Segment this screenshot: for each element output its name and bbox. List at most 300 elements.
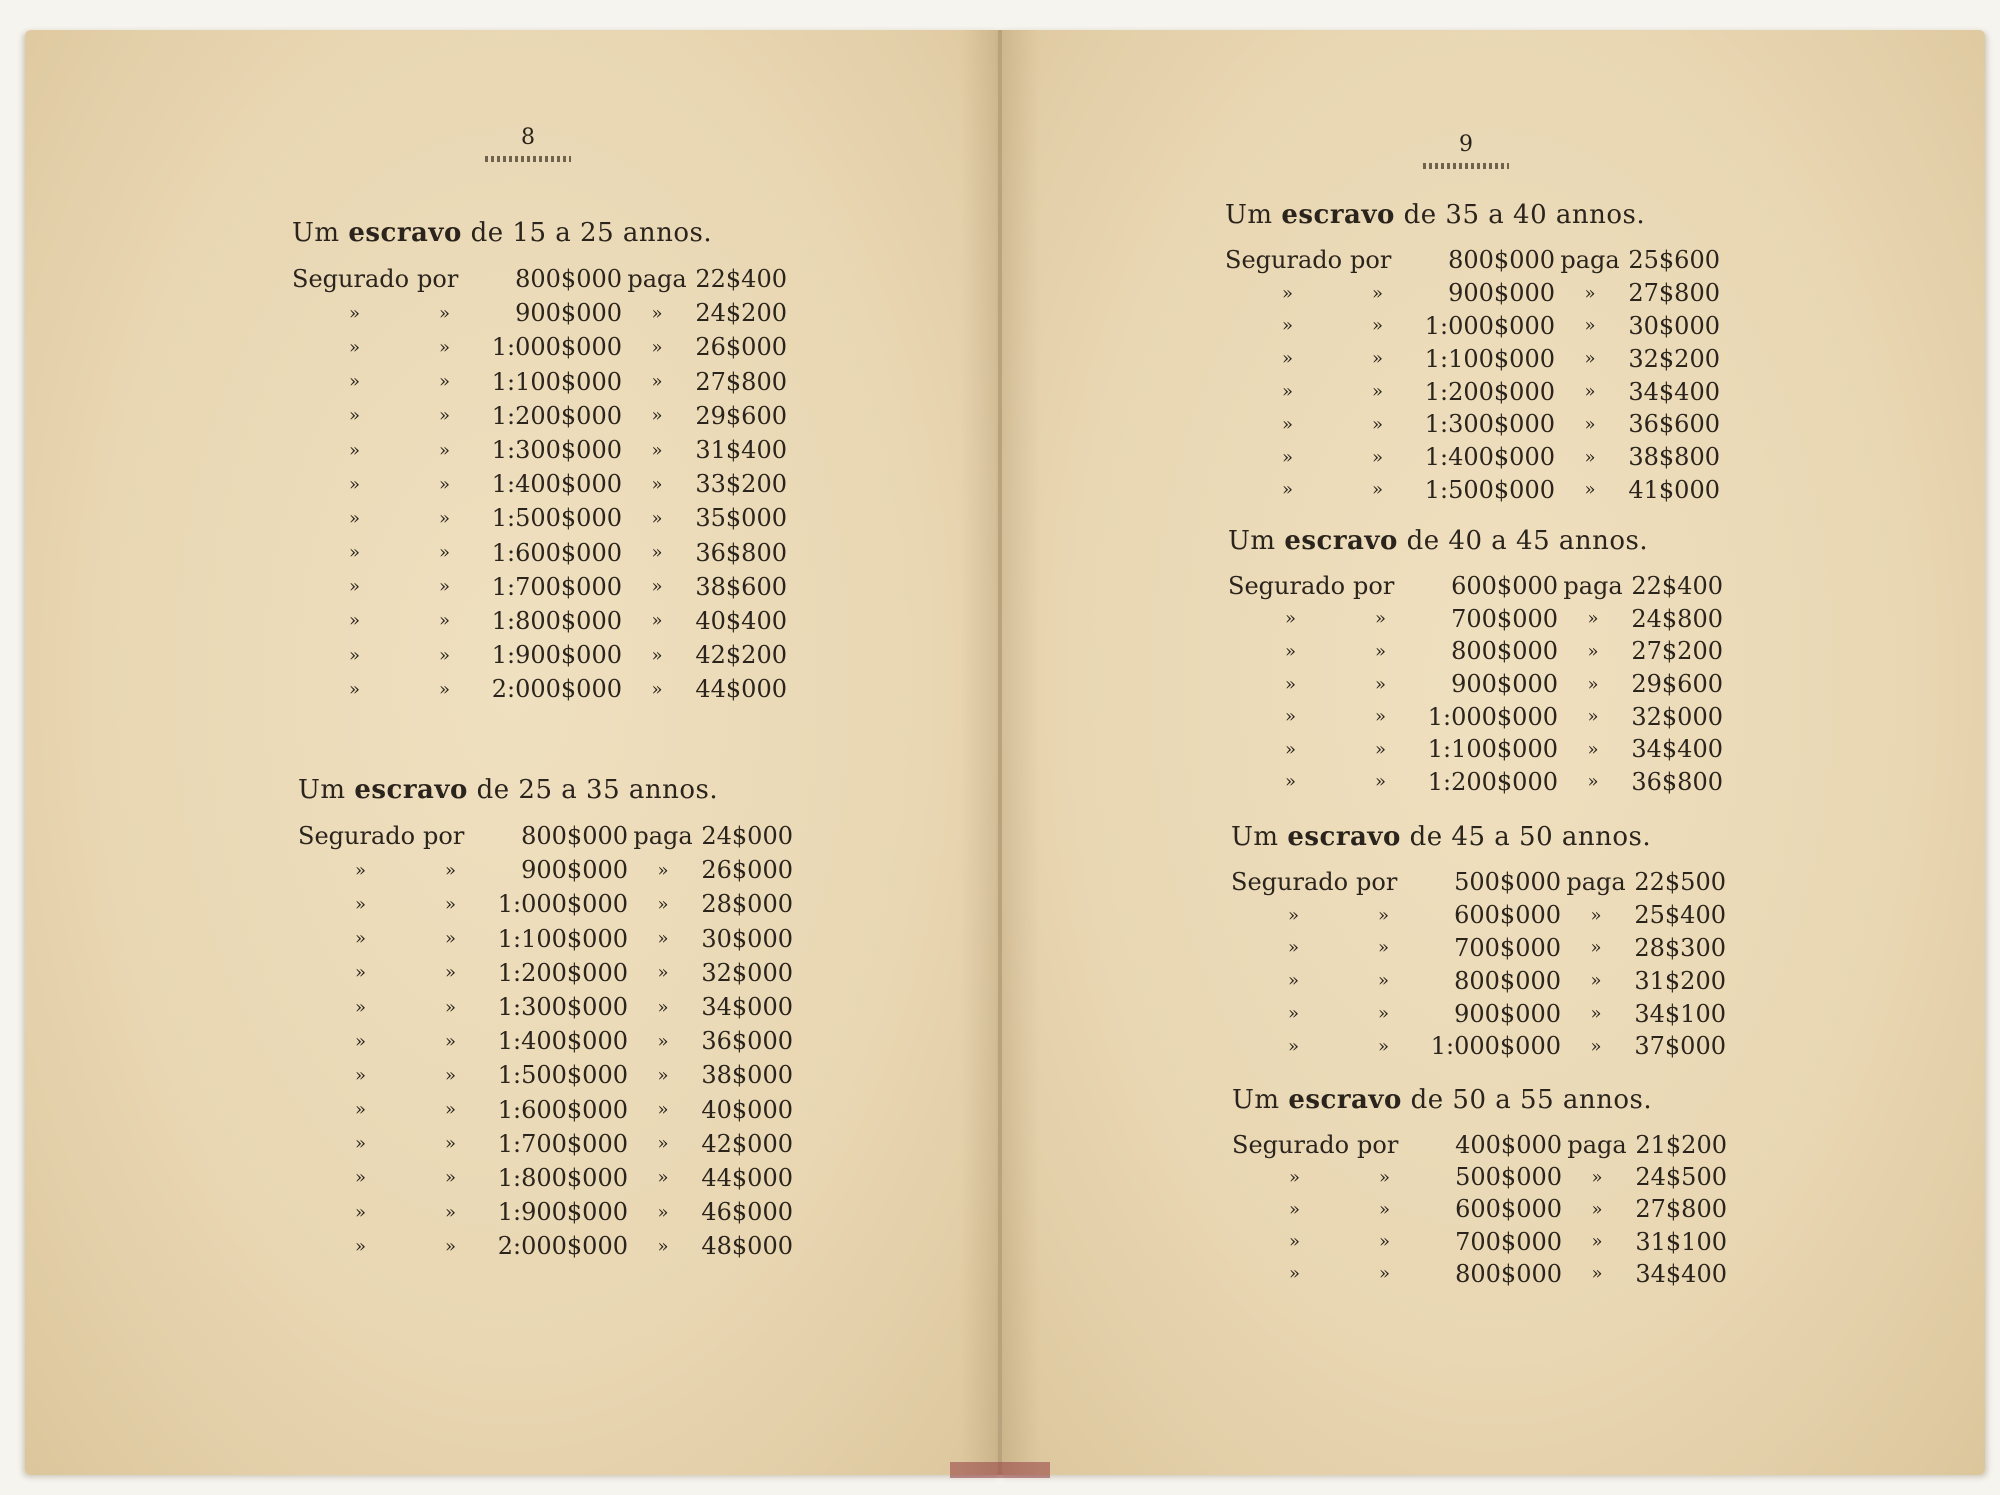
table-row xyxy=(292,467,787,501)
rate-table xyxy=(1232,1129,1727,1290)
insured-amount: 1:200$000 xyxy=(491,401,622,430)
row-label: » xyxy=(1288,1231,1300,1253)
row-preposition: » xyxy=(1374,640,1386,662)
insured-amount: 1:600$000 xyxy=(491,538,622,567)
section-heading xyxy=(292,218,787,248)
heading-bold-word: escravo xyxy=(1284,526,1398,556)
row-preposition: » xyxy=(1371,413,1383,435)
insured-amount: 1:300$000 xyxy=(1424,410,1555,439)
row-verb: » xyxy=(651,507,663,529)
rate-table xyxy=(1231,866,1726,1063)
table-row xyxy=(1228,668,1723,701)
row-label: » xyxy=(354,996,366,1018)
premium-amount: 25$600 xyxy=(1628,246,1720,275)
insured-amount: 600$000 xyxy=(1455,1195,1562,1224)
insured-amount: 600$000 xyxy=(1454,901,1561,930)
table-row xyxy=(292,262,787,296)
table-row xyxy=(298,819,793,853)
premium-amount: 27$200 xyxy=(1631,637,1723,666)
insured-amount: 1:800$000 xyxy=(497,1163,628,1192)
row-verb: » xyxy=(1584,381,1596,403)
row-verb: » xyxy=(651,336,663,358)
row-preposition: » xyxy=(1377,1003,1389,1025)
row-label: » xyxy=(354,1235,366,1257)
row-verb: » xyxy=(651,644,663,666)
heading-prefix: Um xyxy=(1228,526,1285,556)
table-row xyxy=(298,956,793,990)
row-label: » xyxy=(1281,315,1293,337)
premium-amount: 29$600 xyxy=(695,401,787,430)
table-row xyxy=(1225,375,1720,408)
premium-amount: 34$100 xyxy=(1634,999,1726,1028)
row-verb: » xyxy=(1590,1035,1602,1057)
insured-amount: 1:000$000 xyxy=(1424,311,1555,340)
heading-suffix: de 15 a 25 annos. xyxy=(461,218,713,248)
row-label: » xyxy=(354,1099,366,1121)
rate-table xyxy=(1228,570,1723,798)
row-preposition: » xyxy=(444,996,456,1018)
row-label: » xyxy=(1287,970,1299,992)
rate-section xyxy=(292,218,787,706)
row-verb: » xyxy=(651,542,663,564)
table-row xyxy=(1232,1193,1727,1225)
insured-amount: 600$000 xyxy=(1451,572,1558,601)
rate-section xyxy=(1232,1085,1727,1290)
row-preposition: por xyxy=(417,265,459,294)
row-verb: » xyxy=(651,678,663,700)
premium-amount: 29$600 xyxy=(1631,670,1723,699)
row-label: » xyxy=(1281,348,1293,370)
section-heading xyxy=(1228,526,1723,556)
row-preposition: » xyxy=(1378,1263,1390,1285)
row-verb: » xyxy=(1584,348,1596,370)
row-label: » xyxy=(348,336,360,358)
table-row xyxy=(298,1195,793,1229)
insured-amount: 1:300$000 xyxy=(491,436,622,465)
insured-amount: 1:500$000 xyxy=(1424,475,1555,504)
row-label: Segurado xyxy=(1232,1131,1350,1160)
heading-bold-word: escravo xyxy=(1287,822,1401,852)
premium-amount: 26$000 xyxy=(701,856,793,885)
heading-bold-word: escravo xyxy=(1281,200,1395,230)
row-label: » xyxy=(354,859,366,881)
row-verb: » xyxy=(1591,1166,1603,1188)
row-label: » xyxy=(1287,1035,1299,1057)
heading-prefix: Um xyxy=(298,775,355,805)
premium-amount: 33$200 xyxy=(695,470,787,499)
premium-amount: 31$200 xyxy=(1634,966,1726,995)
heading-suffix: de 45 a 50 annos. xyxy=(1400,822,1652,852)
row-verb: paga xyxy=(1566,868,1626,897)
premium-amount: 36$800 xyxy=(1631,767,1723,796)
insured-amount: 1:500$000 xyxy=(497,1061,628,1090)
table-row xyxy=(292,604,787,638)
insured-amount: 700$000 xyxy=(1455,1227,1562,1256)
row-preposition: » xyxy=(1371,282,1383,304)
insured-amount: 1:100$000 xyxy=(491,367,622,396)
row-preposition: » xyxy=(1374,738,1386,760)
table-row xyxy=(1232,1161,1727,1193)
row-preposition: » xyxy=(444,1235,456,1257)
row-preposition: » xyxy=(1371,315,1383,337)
row-verb: » xyxy=(657,1167,669,1189)
premium-amount: 40$000 xyxy=(701,1095,793,1124)
row-label: » xyxy=(348,542,360,564)
insured-amount: 1:000$000 xyxy=(491,333,622,362)
table-row xyxy=(1231,1030,1726,1063)
premium-amount: 24$500 xyxy=(1635,1163,1727,1192)
insured-amount: 2:000$000 xyxy=(497,1232,628,1261)
row-verb: » xyxy=(1584,446,1596,468)
row-verb: » xyxy=(1590,937,1602,959)
row-label: » xyxy=(348,439,360,461)
row-verb: » xyxy=(657,1064,669,1086)
row-preposition: » xyxy=(1378,1231,1390,1253)
row-verb: paga xyxy=(1560,246,1620,275)
row-verb: » xyxy=(651,576,663,598)
insured-amount: 1:900$000 xyxy=(491,641,622,670)
insured-amount: 1:100$000 xyxy=(1424,344,1555,373)
binding-edge xyxy=(950,1462,1050,1478)
heading-bold-word: escravo xyxy=(348,218,462,248)
table-row xyxy=(298,1127,793,1161)
row-label: Segurado xyxy=(1231,868,1349,897)
table-row xyxy=(1231,964,1726,997)
table-row xyxy=(1228,733,1723,766)
table-row xyxy=(1225,342,1720,375)
row-preposition: por xyxy=(1357,1131,1399,1160)
premium-amount: 24$800 xyxy=(1631,604,1723,633)
premium-amount: 26$000 xyxy=(695,333,787,362)
row-preposition: » xyxy=(1374,771,1386,793)
premium-amount: 32$200 xyxy=(1628,344,1720,373)
row-label: » xyxy=(1288,1198,1300,1220)
insured-amount: 900$000 xyxy=(1448,279,1555,308)
premium-amount: 34$400 xyxy=(1628,377,1720,406)
insured-amount: 1:100$000 xyxy=(1427,735,1558,764)
insured-amount: 1:700$000 xyxy=(491,572,622,601)
insured-amount: 1:000$000 xyxy=(1430,1032,1561,1061)
row-preposition: » xyxy=(444,1167,456,1189)
table-row xyxy=(1231,866,1726,899)
row-verb: » xyxy=(1584,315,1596,337)
insured-amount: 1:000$000 xyxy=(497,890,628,919)
row-label: » xyxy=(1287,904,1299,926)
rate-table xyxy=(292,262,787,706)
table-row xyxy=(1228,700,1723,733)
row-verb: » xyxy=(1587,640,1599,662)
row-label: » xyxy=(1287,1003,1299,1025)
premium-amount: 30$000 xyxy=(701,924,793,953)
premium-amount: 24$000 xyxy=(701,822,793,851)
row-label: » xyxy=(354,962,366,984)
heading-suffix: de 40 a 45 annos. xyxy=(1397,526,1649,556)
row-verb: » xyxy=(651,405,663,427)
rate-section xyxy=(1231,822,1726,1063)
row-preposition: » xyxy=(1378,1198,1390,1220)
table-row xyxy=(1225,474,1720,507)
row-verb: » xyxy=(1590,904,1602,926)
page-number-ornament xyxy=(1423,163,1509,169)
premium-amount: 32$000 xyxy=(701,958,793,987)
row-verb: » xyxy=(651,302,663,324)
heading-prefix: Um xyxy=(1225,200,1282,230)
row-label: » xyxy=(1284,640,1296,662)
row-verb: » xyxy=(657,1030,669,1052)
row-verb: » xyxy=(651,473,663,495)
table-row xyxy=(1225,244,1720,277)
row-verb: » xyxy=(1587,673,1599,695)
table-row xyxy=(1231,932,1726,965)
insured-amount: 900$000 xyxy=(521,856,628,885)
row-preposition: » xyxy=(438,302,450,324)
row-label: » xyxy=(348,371,360,393)
premium-amount: 31$100 xyxy=(1635,1227,1727,1256)
premium-amount: 46$000 xyxy=(701,1198,793,1227)
premium-amount: 44$000 xyxy=(701,1163,793,1192)
insured-amount: 900$000 xyxy=(515,299,622,328)
row-preposition: » xyxy=(444,1133,456,1155)
premium-amount: 31$400 xyxy=(695,436,787,465)
row-label: » xyxy=(354,893,366,915)
premium-amount: 27$800 xyxy=(1628,279,1720,308)
row-verb: » xyxy=(1587,608,1599,630)
premium-amount: 27$800 xyxy=(695,367,787,396)
insured-amount: 400$000 xyxy=(1455,1131,1562,1160)
row-label: » xyxy=(1281,479,1293,501)
premium-amount: 21$200 xyxy=(1635,1131,1727,1160)
insured-amount: 1:000$000 xyxy=(1427,702,1558,731)
premium-amount: 22$400 xyxy=(695,265,787,294)
rate-section xyxy=(1225,200,1720,506)
table-row xyxy=(298,1229,793,1263)
table-row xyxy=(1231,899,1726,932)
row-verb: paga xyxy=(627,265,687,294)
heading-suffix: de 25 a 35 annos. xyxy=(467,775,719,805)
premium-amount: 28$300 xyxy=(1634,933,1726,962)
table-row xyxy=(292,330,787,364)
row-preposition: » xyxy=(1374,673,1386,695)
row-preposition: » xyxy=(444,1099,456,1121)
premium-amount: 36$600 xyxy=(1628,410,1720,439)
table-row xyxy=(292,570,787,604)
row-label: » xyxy=(354,928,366,950)
row-preposition: » xyxy=(438,371,450,393)
right-page-number xyxy=(1416,132,1516,169)
row-verb: » xyxy=(657,1235,669,1257)
rate-section xyxy=(1228,526,1723,798)
row-verb: » xyxy=(1587,738,1599,760)
table-row xyxy=(298,1093,793,1127)
insured-amount: 1:400$000 xyxy=(1424,443,1555,472)
premium-amount: 38$800 xyxy=(1628,443,1720,472)
row-verb: » xyxy=(651,439,663,461)
row-preposition: » xyxy=(1378,1166,1390,1188)
row-preposition: » xyxy=(438,405,450,427)
table-row xyxy=(292,501,787,535)
premium-amount: 24$200 xyxy=(695,299,787,328)
insured-amount: 2:000$000 xyxy=(491,675,622,704)
row-label: Segurado xyxy=(1225,246,1343,275)
row-verb: » xyxy=(657,1133,669,1155)
row-label: » xyxy=(1284,706,1296,728)
section-heading xyxy=(298,775,793,805)
row-label: » xyxy=(354,1167,366,1189)
insured-amount: 500$000 xyxy=(1454,868,1561,897)
row-preposition: » xyxy=(444,1201,456,1223)
row-label: » xyxy=(1284,608,1296,630)
row-verb: » xyxy=(657,996,669,1018)
section-heading xyxy=(1232,1085,1727,1115)
row-verb: » xyxy=(1591,1231,1603,1253)
row-label: » xyxy=(348,610,360,632)
row-preposition: » xyxy=(438,542,450,564)
premium-amount: 25$400 xyxy=(1634,901,1726,930)
row-preposition: » xyxy=(1377,1035,1389,1057)
heading-prefix: Um xyxy=(1232,1085,1289,1115)
row-label: » xyxy=(348,576,360,598)
row-preposition: » xyxy=(438,678,450,700)
table-row xyxy=(1231,997,1726,1030)
row-label: » xyxy=(1287,937,1299,959)
insured-amount: 1:300$000 xyxy=(497,993,628,1022)
row-preposition: » xyxy=(438,336,450,358)
table-row xyxy=(1232,1258,1727,1290)
row-verb: paga xyxy=(1567,1131,1627,1160)
table-row xyxy=(292,433,787,467)
table-row xyxy=(298,922,793,956)
table-row xyxy=(1228,766,1723,799)
insured-amount: 500$000 xyxy=(1455,1163,1562,1192)
heading-bold-word: escravo xyxy=(354,775,468,805)
row-verb: » xyxy=(1584,413,1596,435)
row-verb: » xyxy=(657,1201,669,1223)
premium-amount: 48$000 xyxy=(701,1232,793,1261)
premium-amount: 36$800 xyxy=(695,538,787,567)
premium-amount: 30$000 xyxy=(1628,311,1720,340)
row-verb: » xyxy=(1591,1263,1603,1285)
rate-section xyxy=(298,775,793,1263)
row-label: » xyxy=(348,644,360,666)
premium-amount: 36$000 xyxy=(701,1027,793,1056)
row-preposition: por xyxy=(1350,246,1392,275)
section-heading xyxy=(1231,822,1726,852)
row-preposition: por xyxy=(1353,572,1395,601)
row-label: » xyxy=(348,473,360,495)
insured-amount: 1:200$000 xyxy=(497,958,628,987)
row-verb: paga xyxy=(633,822,693,851)
table-row xyxy=(298,990,793,1024)
insured-amount: 800$000 xyxy=(521,822,628,851)
premium-amount: 22$500 xyxy=(1634,868,1726,897)
premium-amount: 32$000 xyxy=(1631,702,1723,731)
row-label: » xyxy=(1281,381,1293,403)
row-label: » xyxy=(1288,1166,1300,1188)
row-label: Segurado xyxy=(292,265,410,294)
insured-amount: 800$000 xyxy=(515,265,622,294)
row-verb: » xyxy=(657,893,669,915)
premium-amount: 42$000 xyxy=(701,1129,793,1158)
row-label: » xyxy=(1284,771,1296,793)
premium-amount: 38$600 xyxy=(695,572,787,601)
insured-amount: 1:500$000 xyxy=(491,504,622,533)
premium-amount: 40$400 xyxy=(695,606,787,635)
row-verb: » xyxy=(651,610,663,632)
page-number-text: 8 xyxy=(521,125,535,150)
insured-amount: 1:600$000 xyxy=(497,1095,628,1124)
insured-amount: 1:400$000 xyxy=(497,1027,628,1056)
row-label: » xyxy=(354,1201,366,1223)
insured-amount: 800$000 xyxy=(1454,966,1561,995)
insured-amount: 1:800$000 xyxy=(491,606,622,635)
row-label: » xyxy=(354,1064,366,1086)
page-number-text: 9 xyxy=(1459,132,1473,157)
insured-amount: 1:400$000 xyxy=(491,470,622,499)
row-preposition: » xyxy=(1371,446,1383,468)
row-preposition: » xyxy=(438,473,450,495)
insured-amount: 900$000 xyxy=(1451,670,1558,699)
row-label: » xyxy=(354,1030,366,1052)
table-row xyxy=(292,672,787,706)
row-verb: » xyxy=(657,1099,669,1121)
table-row xyxy=(298,853,793,887)
row-label: » xyxy=(1284,673,1296,695)
row-label: » xyxy=(1281,413,1293,435)
premium-amount: 34$000 xyxy=(701,993,793,1022)
row-preposition: » xyxy=(444,1064,456,1086)
table-row xyxy=(1228,635,1723,668)
row-label: » xyxy=(1281,446,1293,468)
premium-amount: 42$200 xyxy=(695,641,787,670)
table-row xyxy=(1225,441,1720,474)
row-verb: » xyxy=(1590,970,1602,992)
insured-amount: 800$000 xyxy=(1455,1259,1562,1288)
heading-suffix: de 35 a 40 annos. xyxy=(1394,200,1646,230)
rate-table xyxy=(298,819,793,1263)
premium-amount: 22$400 xyxy=(1631,572,1723,601)
row-preposition: » xyxy=(1374,706,1386,728)
row-label: » xyxy=(1281,282,1293,304)
row-preposition: » xyxy=(1377,937,1389,959)
premium-amount: 35$000 xyxy=(695,504,787,533)
row-verb: » xyxy=(651,371,663,393)
row-preposition: por xyxy=(423,822,465,851)
table-row xyxy=(292,365,787,399)
table-row xyxy=(292,638,787,672)
table-row xyxy=(1228,603,1723,636)
row-label: » xyxy=(348,678,360,700)
row-verb: » xyxy=(657,962,669,984)
table-row xyxy=(298,1161,793,1195)
row-label: » xyxy=(348,405,360,427)
premium-amount: 41$000 xyxy=(1628,475,1720,504)
row-label: » xyxy=(348,507,360,529)
row-verb: » xyxy=(1587,771,1599,793)
table-row xyxy=(1228,570,1723,603)
insured-amount: 1:900$000 xyxy=(497,1198,628,1227)
row-preposition: » xyxy=(1371,381,1383,403)
premium-amount: 34$400 xyxy=(1631,735,1723,764)
row-preposition: » xyxy=(438,644,450,666)
table-row xyxy=(1232,1129,1727,1161)
row-label: Segurado xyxy=(298,822,416,851)
section-heading xyxy=(1225,200,1720,230)
table-row xyxy=(292,399,787,433)
row-verb: » xyxy=(1590,1003,1602,1025)
table-row xyxy=(1225,277,1720,310)
insured-amount: 1:700$000 xyxy=(497,1129,628,1158)
row-preposition: » xyxy=(444,928,456,950)
